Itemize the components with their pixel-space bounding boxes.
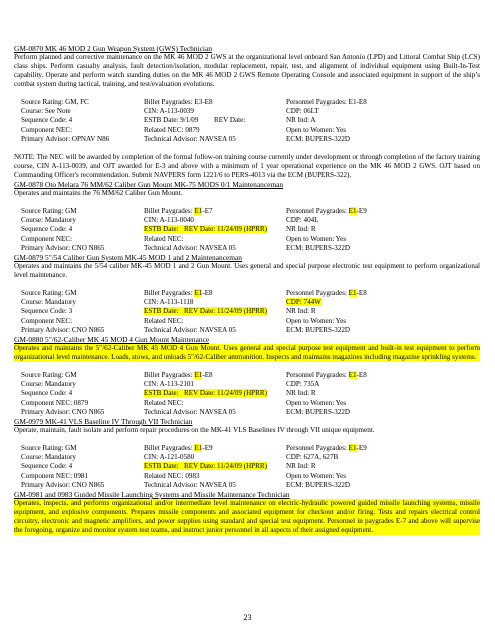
field-text: REV Date: 11/24/09 (HPRR): [184, 389, 267, 398]
field-text: Open to Women: Yes: [286, 471, 346, 480]
detail-field: [144, 462, 286, 471]
nec-section: [14, 253, 480, 335]
detail-field: [286, 98, 476, 107]
detail-field: [286, 107, 476, 116]
field-text: CIN: A-121-0580: [144, 453, 195, 462]
detail-field: Course: See Note: [21, 107, 71, 116]
section-title: GM-0879 5"/54 Caliber Gun System MK-45 MOD 1 and 2 Maintenanceman: [14, 253, 242, 263]
highlighted-value: E1: [194, 371, 203, 380]
section-description: Operates and maintains the 5/54 caliber MK-45 MOD 1 and 2 Gun Mount. Uses general and special purpose electronic test equipment to perform organizational level maintenance.: [14, 262, 480, 280]
field-text: ECM: BUPERS-322D: [286, 243, 351, 252]
nec-section: [14, 180, 480, 253]
detail-field: [144, 481, 286, 490]
detail-field: Source Rating: GM, FC: [21, 98, 89, 106]
detail-field: [286, 380, 476, 389]
detail-field: [286, 326, 476, 335]
section-title: GM-0979 MK-41 VLS Baseline IV Through VII Technician: [14, 417, 193, 427]
detail-field: [286, 244, 476, 253]
detail-field: Primary Advisor: CNO N865: [21, 325, 105, 334]
field-text: -E8: [356, 371, 367, 380]
field-text: -E8: [356, 289, 367, 298]
field-text: Open to Women: Yes: [286, 316, 346, 325]
details-grid: [14, 371, 480, 417]
detail-field: [286, 216, 476, 225]
detail-field: Sequence Code: 4: [21, 462, 73, 471]
field-text: NR Ind: R: [286, 225, 316, 234]
detail-field: Component NEC: 0981: [21, 471, 88, 480]
nec-section: [14, 490, 480, 535]
field-text: ESTB Date:: [144, 225, 179, 234]
detail-field: Sequence Code: 4: [21, 225, 73, 234]
field-text: CDP: 404L: [286, 216, 319, 225]
detail-field: [144, 107, 286, 116]
field-text: NR Ind: R: [286, 307, 316, 316]
field-text: NR Ind: R: [286, 462, 316, 471]
section-description: Operates, inspects, and performs organizational and/or intermediate level maintenance on electric-hydraulic powered guided missile launching systems, missile equipment, and explosive components. Prepares missile components and associated equipment for checkout and/or firing. Tests and repairs electrical control circuitry, electronic and magnetic amplifiers, and power supplies using standard and special test equipment. Personnel in paygrades E-7 and above will supervise the foregoing, organize and monitor system test teams, and instruct junior personnel in all aspects of their assigned equipment.: [14, 499, 480, 535]
field-text: ESTB Date:: [144, 389, 179, 398]
field-text: CIN: A-113-0040: [144, 216, 194, 225]
detail-field: [286, 116, 476, 125]
field-text: -E9: [202, 444, 213, 453]
detail-field: [144, 408, 286, 417]
detail-field: [286, 135, 476, 144]
section-title: GM-0878 Oto Melara 76 MM/62 Caliber Gun Mount MK-75 MODS 0/1 Maintenanceman: [14, 180, 284, 190]
field-text: Technical Advisor: NAVSEA 05: [144, 325, 236, 334]
detail-field: [286, 444, 476, 453]
field-text: CDP: 627A, 627B: [286, 453, 339, 462]
highlighted-value: E1: [348, 207, 357, 216]
detail-field: [286, 453, 476, 462]
detail-field: [286, 126, 476, 135]
detail-field: [144, 116, 286, 125]
field-text: Open to Women: Yes: [286, 398, 346, 407]
detail-field: [144, 389, 286, 398]
detail-field: Course: Mandatory: [21, 298, 76, 307]
detail-field: [286, 399, 476, 408]
detail-field: Source Rating: GM: [21, 289, 77, 298]
detail-field: [144, 371, 286, 380]
section-title: GM-0981 and 0983 Guided Missile Launching Systems and Missile Maintenance Technician: [14, 490, 290, 500]
page-number: 23: [243, 613, 252, 622]
nec-section: [14, 335, 480, 417]
highlighted-value: E1: [348, 444, 357, 453]
highlighted-field: [144, 225, 267, 233]
detail-field: [286, 207, 476, 216]
highlighted-value: E1: [194, 444, 203, 453]
detail-field: Primary Advisor: CNO N865: [21, 480, 105, 489]
section-note: NOTE: The NEC will be awarded by completion of the formal follow-on training course currently under development or through completion of the factory training course, CIN A-113-0039, and OJT awarded for E-3 and above with a minimum of 1 year operational experience on the MK 46 MOD 2 GWS. OJT based on Commanding Officer's recommendation. Submit NAVPERS form 1221/6 to PERS-4013 via the ECM (BUPERS-322).: [14, 153, 480, 180]
field-text: NR Ind: R: [286, 389, 316, 398]
highlighted-value: E1: [194, 207, 203, 216]
spacer: [14, 144, 480, 153]
field-text: Open to Women: Yes: [286, 125, 346, 134]
detail-field: [286, 235, 476, 244]
detail-field: [286, 317, 476, 326]
details-grid: [14, 444, 480, 490]
field-text: ECM: BUPERS-322D: [286, 480, 351, 489]
detail-field: Primary Advisor: CNO N865: [21, 243, 105, 252]
field-text: Billet Paygrades: E3-E8: [144, 98, 213, 106]
field-text: CDP: 735A: [286, 380, 320, 389]
detail-field: [286, 408, 476, 417]
field-text: Technical Advisor: NAVSEA 05: [144, 243, 236, 252]
section-title: GM-0880 5"/62-Caliber MK 45 MOD 4 Gun Mount Maintenance: [14, 335, 210, 345]
detail-field: [144, 135, 286, 144]
detail-field: Component NEC:: [21, 125, 73, 134]
field-text: CIN: A-113-0039: [144, 107, 194, 116]
field-text: NR Ind: A: [286, 116, 316, 125]
detail-field: Source Rating: GM: [21, 371, 77, 380]
detail-field: [286, 481, 476, 490]
detail-field: Course: Mandatory: [21, 453, 76, 462]
detail-field: [144, 380, 286, 389]
section-description: Perform planned and corrective maintenance on the MK 46 MOD 2 GWS at the organizational level onboard San Antonio (LPD) and Littoral Combat Ship (LCS) class ships. Perform casualty analysis, fault detection/isolation, modular replacement, repair, test, and alignment of individual equipment using Built-In-Test capability. Operate and perform watch standing duties on the MK 46 MOD 2 GWS Remote Operating Console and associated equipment in support of the ship’s combat system during tactical, training, and test/evaluation evolutions.: [14, 53, 480, 88]
field-text: Related NEC:: [144, 316, 184, 325]
details-grid: [14, 207, 480, 253]
field-text: Technical Advisor: NAVSEA 05: [144, 134, 236, 143]
detail-field: [144, 126, 286, 135]
field-text: Billet Paygrades:: [144, 207, 195, 216]
field-text: ECM: BUPERS-322D: [286, 407, 351, 416]
detail-field: [144, 453, 286, 462]
field-text: Billet Paygrades:: [144, 444, 195, 453]
detail-field: [144, 98, 286, 107]
detail-field: Source Rating: GM: [21, 444, 77, 453]
highlighted-field: [144, 462, 267, 470]
detail-field: [144, 244, 286, 253]
detail-field: Source Rating: GM: [21, 207, 77, 216]
detail-field: [286, 462, 476, 471]
detail-field: Primary Advisor: OPNAV N86: [21, 134, 110, 143]
detail-field: [144, 216, 286, 225]
field-text: Personnel Paygrades:: [286, 289, 349, 298]
field-text: REV Date: 11/24/09 (HPRR): [184, 307, 267, 316]
field-text: ESTB Date:: [144, 462, 179, 471]
field-text: -E7: [202, 207, 213, 216]
field-text: Related NEC:: [144, 234, 184, 243]
detail-field: Course: Mandatory: [21, 216, 76, 225]
detail-field: Course: Mandatory: [21, 380, 76, 389]
detail-field: Sequence Code: 3: [21, 307, 73, 316]
field-text: -E9: [356, 207, 367, 216]
detail-field: [286, 472, 476, 481]
highlighted-value: CDP: 744W: [286, 298, 321, 307]
highlighted-field: [144, 307, 267, 315]
field-text: Related NEC:: [144, 398, 184, 407]
field-text: ESTB Date:: [144, 307, 179, 316]
field-text: Personnel Paygrades: E1-E8: [286, 98, 367, 106]
field-text: Billet Paygrades:: [144, 289, 195, 298]
details-grid: [14, 289, 480, 335]
field-text: Open to Women: Yes: [286, 234, 346, 243]
detail-field: Component NEC: 0879: [21, 398, 88, 407]
field-text: REV Date: 11/24/09 (HPRR): [184, 462, 267, 471]
detail-field: [144, 326, 286, 335]
highlighted-value: E1: [348, 289, 357, 298]
detail-field: [144, 317, 286, 326]
field-text: Personnel Paygrades:: [286, 371, 349, 380]
section-description: Operates and maintains the 76 MM/62 Caliber Gun Mount.: [14, 189, 183, 198]
field-text: -E8: [202, 371, 213, 380]
detail-field: [144, 444, 286, 453]
nec-section: [14, 417, 480, 490]
field-text: Related NEC: 0983: [144, 471, 200, 480]
detail-field: Component NEC:: [21, 316, 73, 325]
detail-field: [286, 298, 476, 307]
field-text: ECM: BUPERS-322D: [286, 134, 351, 143]
section-description: Operate, maintain, fault isolate and perform repair procedures on the MK-41 VLS Baselines IV through VII unique equipment.: [14, 426, 375, 435]
detail-field: [144, 235, 286, 244]
document-body: [14, 44, 480, 535]
field-text: Related NEC: 0879: [144, 125, 200, 134]
field-text: ESTB Date: 9/1/09: [144, 116, 199, 125]
field-text: Technical Advisor: NAVSEA 05: [144, 407, 236, 416]
section-title: GM-0870 MK 46 MOD 2 Gun Weapon System (GWS) Technician: [14, 44, 212, 53]
details-grid: [14, 98, 480, 144]
field-text: Billet Paygrades:: [144, 371, 195, 380]
field-text: Technical Advisor: NAVSEA 05: [144, 480, 236, 489]
highlighted-value: E1: [194, 289, 203, 298]
field-text: Personnel Paygrades:: [286, 207, 349, 216]
detail-field: [144, 307, 286, 316]
detail-field: [286, 289, 476, 298]
detail-field: [286, 371, 476, 380]
detail-field: [144, 298, 286, 307]
detail-field: [144, 289, 286, 298]
field-text: ECM: BUPERS-322D: [286, 325, 351, 334]
detail-field: Sequence Code: 4: [21, 389, 73, 398]
field-text: CIN: A-113-2101: [144, 380, 194, 389]
nec-section: [14, 44, 480, 180]
highlighted-value: E1: [348, 371, 357, 380]
detail-field: Sequence Code: 4: [21, 116, 73, 125]
field-text: -E9: [356, 444, 367, 453]
detail-field: [144, 225, 286, 234]
highlighted-field: [144, 389, 267, 397]
detail-field: Component NEC:: [21, 234, 73, 243]
field-text: -E8: [202, 289, 213, 298]
field-text: CDP: 06LT: [286, 107, 319, 116]
detail-field: Primary Advisor: CNO N865: [21, 407, 105, 416]
detail-field: [286, 389, 476, 398]
section-description: Operates and maintains the 5"/62-Caliber MK 45 MOD 4 Gun Mount. Uses general and special purpose test equipment and built-in test equipment to perform organizational level maintenance. Loads, stows, and unloads 5"/62-Caliber ammunition. Inspects and maintains magazines including magazine sprinkling systems.: [14, 344, 480, 362]
detail-field: [144, 472, 286, 481]
field-text: REV Date:: [214, 116, 246, 125]
detail-field: [286, 225, 476, 234]
field-text: CIN: A-113-1118: [144, 298, 194, 307]
detail-field: [286, 307, 476, 316]
field-text: Personnel Paygrades:: [286, 444, 349, 453]
field-text: REV Date: 11/24/09 (HPRR): [184, 225, 267, 234]
detail-field: [144, 207, 286, 216]
detail-field: [144, 399, 286, 408]
